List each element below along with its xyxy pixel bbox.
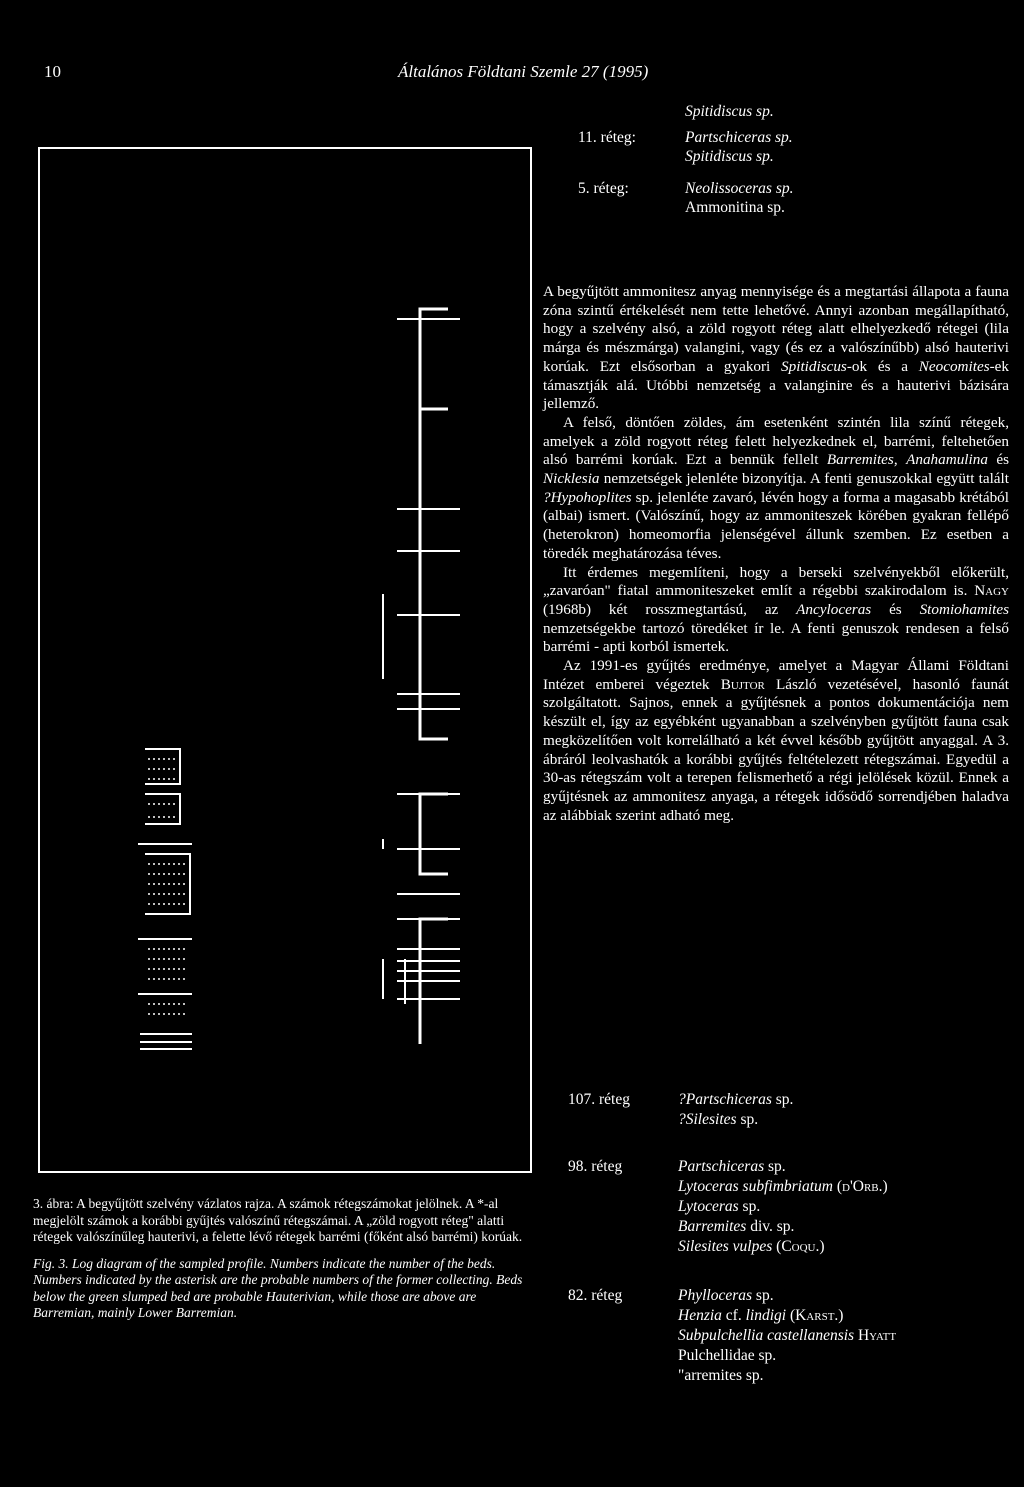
species-line: ?Silesites sp.: [678, 1111, 759, 1128]
species-line: Silesites vulpes (Coqu.): [678, 1238, 825, 1255]
species-name: Spitidiscus sp.: [685, 103, 774, 120]
bottom-species-list: [568, 1090, 1013, 1410]
species-line: Barremites div. sp.: [678, 1218, 795, 1235]
species-line: Pulchellidae sp.: [678, 1347, 777, 1364]
species-name: Partschiceras sp.: [685, 129, 793, 146]
caption-hungarian: 3. ábra: A begyűjtött szelvény vázlatos rajza. A számok rétegszámokat jelölnek. A *-al megjelölt számok a korábbi gyűjtés valószínű rétegszámai. A „zöld rogyott réteg" alatti rétegek valószínűleg hauterivi, a felette lévő rétegek barrémi (főként alsó barrémi) korúak.: [33, 1196, 523, 1244]
layer-label: 5. réteg:: [578, 180, 629, 197]
species-line: Subpulchellia castellanensis Hyatt: [678, 1327, 897, 1344]
paragraph: A begyűjtött ammonitesz anyag mennyisége és a megtartási állapota a fauna zóna szintű értékelését nem tette lehetővé. Annyi azonban megállapítható, hogy a szelvény alsó, a zöld rogyott réteg alatt elhelyezkedő rétegei (lila márga és mészmárga) valangini, vagy (és ez a valószínűbb) alsó hauterivi korúak. Ezt elsősorban a gyakori Spitidiscus-ok és a Neocomites-ek támasztják alá. Utóbbi nemzetség a valanginire és a hauterivi bázisára jellemző.: [543, 283, 1010, 413]
page-number: 10: [44, 62, 61, 81]
paragraph: Az 1991-es gyűjtés eredménye, amelyet a Magyar Állami Földtani Intézet emberei végeztek Bujtor László vezetésével, hasonló faunát szolgáltatott. Sajnos, ennek a gyűjtésnek a pontos dokumentációja nem készült el, így az egyébként ugyanabban a szelvényben gyűjtött fauna csak megközelítően volt korrelálható a két évvel később gyűjtött anyaggal. A 3. ábráról leolvashatók a korábbi gyűjtés feltételezett rétegszámai. Egyedül a 30-as rétegszám volt a terepen felismerhető a régi jelölések közül. Ennek a gyűjtésnek az ammonitesz anyaga, a rétegek idősödő sorrendjében haladva az alábbiak szerint adható meg.: [543, 657, 1009, 824]
layer-label: 82. réteg: [568, 1287, 623, 1304]
species-line: Partschiceras sp.: [678, 1158, 786, 1175]
paragraph: Itt érdemes megemlíteni, hogy a berseki szelvényekből előkerült, „zavaróan" fiatal ammoniteszeket említ a régebbi szakirodalom is. Nagy (1968b) két rosszmegtartású, az Ancyloceras és Stomiohamites nemzetségekbe tartozó töredéket ír le. A fenti genuszok rendesen a felső barrémi - apti korból ismertek.: [543, 563, 1010, 656]
figure-caption: [33, 1196, 525, 1322]
body-text: [543, 283, 1009, 825]
paragraph: A felső, döntően zöldes, ám esetenként szintén lila színű rétegek, amelyek a zöld rogyott réteg felett helyezkednek el, barrémi, feltehetően alsó barrémi korúak. Ezt a bennük fellelt Barremites, Anahamulina és Nicklesia nemzetségek jelenléte bizonyítja. A fenti genuszokkal együtt talált ?Hypohoplites sp. jelenléte zavaró, lévén hogy a forma a magasabb krétából (albai) ismert. (Valószínű, hogy az ammoniteszek körében gyakran fellépő (heterokron) homeomorfia jelenségével állunk szemben. Ez esetben a töredék meghatározása téves.: [543, 413, 1010, 562]
journal-title: Általános Földtani Szemle 27 (1995): [398, 62, 649, 81]
species-name: Ammonitina sp.: [685, 199, 785, 216]
species-name: Neolissoceras sp.: [685, 180, 794, 197]
species-line: Henzia cf. lindigi (Karst.): [678, 1307, 844, 1324]
figure-box: [38, 147, 532, 1173]
layer-label: 107. réteg: [568, 1091, 630, 1108]
species-line: ?Partschiceras sp.: [678, 1091, 794, 1108]
species-line: Lytoceras subfimbriatum (d'Orb.): [678, 1178, 888, 1195]
species-line: Lytoceras sp.: [678, 1198, 761, 1215]
layer-label: 98. réteg: [568, 1158, 623, 1175]
species-line: Phylloceras sp.: [678, 1287, 774, 1304]
log-column-outline: [420, 309, 448, 409]
caption-english: Fig. 3. Log diagram of the sampled profile. Numbers indicate the number of the beds. Numbers indicated by the asterisk are the probable numbers of the former collecting. Beds below the green slumped bed are probable Hauterivian, while those are above are Barremian, mainly Lower Barremian.: [33, 1255, 523, 1320]
species-name: Spitidiscus sp.: [685, 148, 774, 165]
layer-label: 11. réteg:: [578, 129, 636, 146]
top-species-list: [560, 102, 1010, 252]
species-line: "arremites sp.: [678, 1367, 764, 1384]
log-diagram: [40, 149, 530, 1171]
